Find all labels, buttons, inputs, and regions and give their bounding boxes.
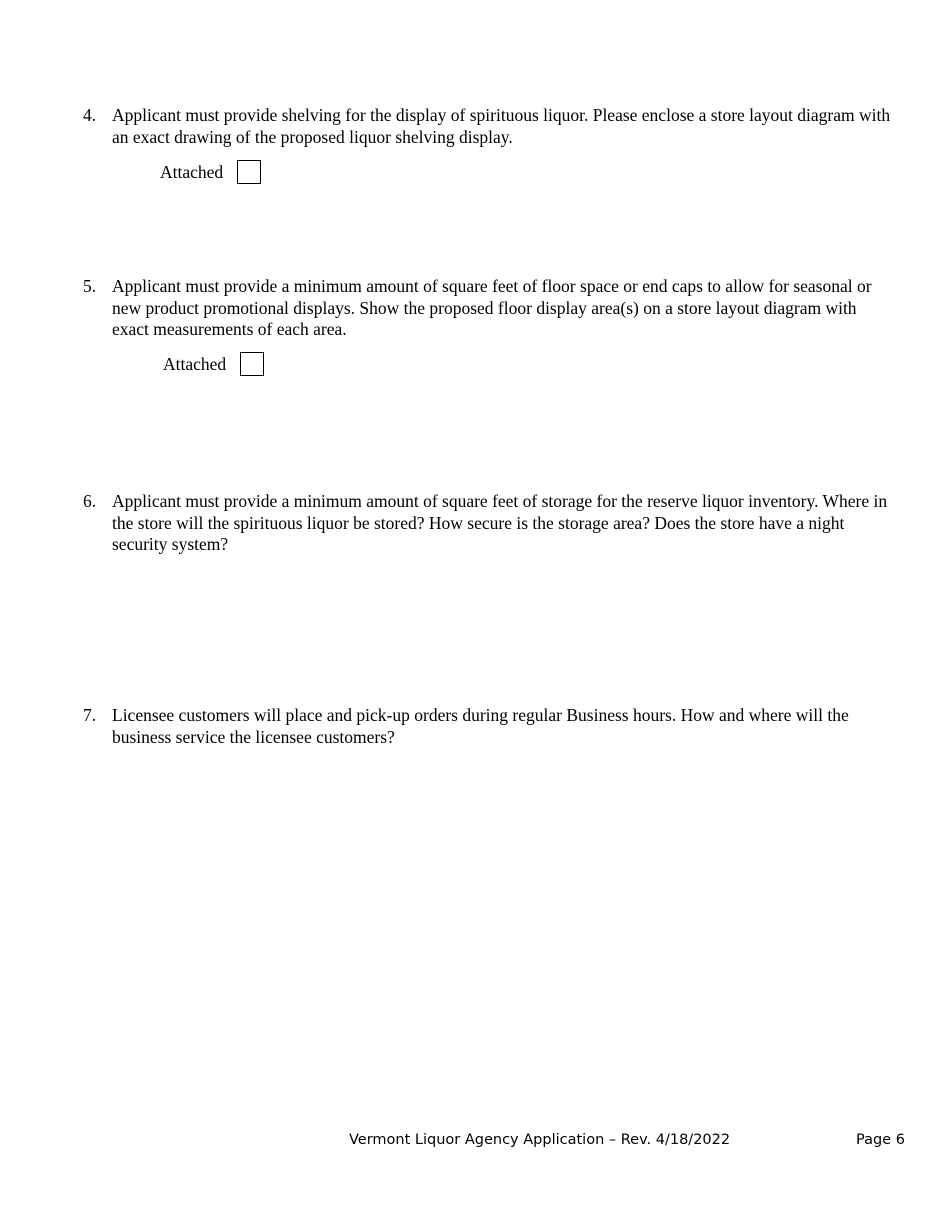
question-number: 5. xyxy=(83,276,97,296)
attached-row-q5 xyxy=(163,352,264,376)
question-6 xyxy=(83,491,893,556)
question-text: Applicant must provide shelving for the display of spirituous liquor. Please enclose a store layout diagram with an exact drawing of the proposed liquor shelving display. xyxy=(112,105,891,147)
question-4 xyxy=(83,105,893,148)
attached-label: Attached xyxy=(160,161,224,182)
footer-page-number: Page 6 xyxy=(856,1132,905,1148)
footer-title: Vermont Liquor Agency Application – Rev. 4/18/2022 xyxy=(349,1132,731,1148)
question-text: Licensee customers will place and pick-up orders during regular Business hours. How and where will the business service the licensee customers? xyxy=(112,705,849,747)
question-7 xyxy=(83,705,893,748)
question-text: Applicant must provide a minimum amount of square feet of floor space or end caps to allow for seasonal or new product promotional displays. Show the proposed floor display area(s) on a store layout diagram with exact measurements of each area. xyxy=(112,276,872,339)
question-number: 6. xyxy=(83,491,97,511)
attached-checkbox-q5[interactable] xyxy=(240,352,264,376)
attached-checkbox-q4[interactable] xyxy=(237,160,261,184)
attached-label: Attached xyxy=(163,353,227,374)
question-text: Applicant must provide a minimum amount of square feet of storage for the reserve liquor inventory. Where in the store will the spirituous liquor be stored? How secure is the storage area? Does the store have a night security system? xyxy=(112,491,888,554)
question-number: 7. xyxy=(83,705,97,725)
question-number: 4. xyxy=(83,105,97,125)
attached-row-q4 xyxy=(160,160,261,184)
question-5 xyxy=(83,276,893,341)
